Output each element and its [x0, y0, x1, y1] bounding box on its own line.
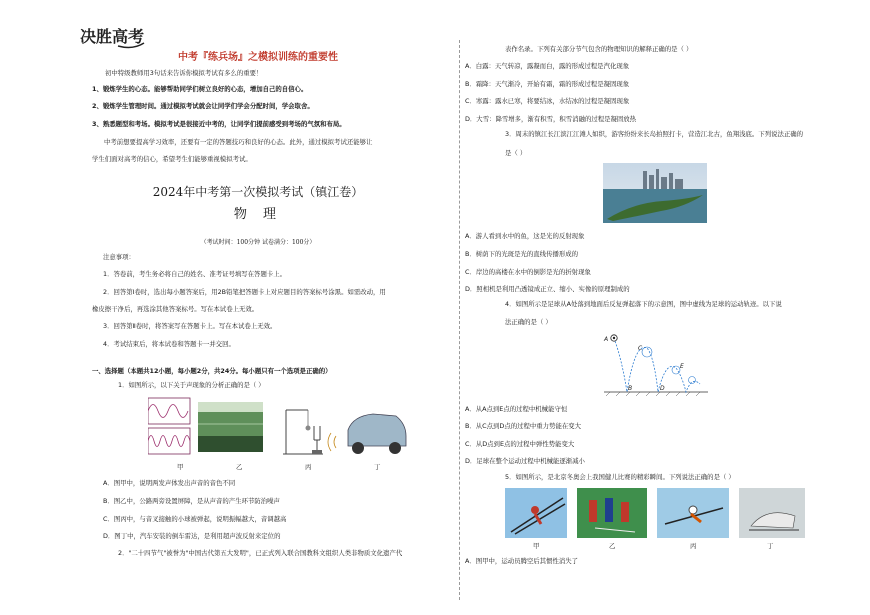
q5-label-ding: 丁	[767, 542, 774, 550]
q4-option-a: A．从A点到E点的过程中机械能守恒	[465, 405, 568, 413]
q4-point-b: B	[628, 385, 633, 392]
q5-option-a: A．图甲中，运动员腾空后其惯性消失了	[465, 557, 579, 565]
q3-option-c: C．岸边的高楼在水中的倒影是光的折射现象	[465, 268, 591, 276]
q4-stem-line1: 4．如图所示是足球从A处落到地面后反复弹起落下的示意图，图中虚线为足球的运动轨迹。以下说	[505, 300, 782, 308]
q5-photo-jia-ski-jump	[505, 488, 567, 538]
intro-para-line2: 学生们面对高考的信心，希望考生们能够重视模拟考试。	[92, 155, 252, 163]
exam-meta: （考试时间：100分钟 试卷满分：100分）	[200, 239, 316, 246]
q4-option-b: B．从C点到D点的过程中重力势能在变大	[465, 422, 582, 430]
q4-stem-line2: 法正确的是（ ）	[505, 318, 552, 326]
q4-point-d: D	[660, 385, 665, 392]
note-4: 4．考试结束后，将本试卷和答题卡一并交回。	[103, 340, 235, 348]
q3-option-b: B．树荫下的光斑是光的直线传播形成的	[465, 250, 579, 258]
note-2-line1: 2．回答第Ⅰ卷时，选出每小题答案后，用2B铅笔把答题卡上对应题目的答案标号涂黑。如需改动，用	[103, 288, 386, 296]
q1-fig-yi-barrier	[198, 402, 263, 452]
q4-point-a: A	[604, 336, 609, 343]
q1-figure-row	[148, 396, 408, 460]
q5-photo-strip	[505, 488, 805, 538]
q3-photo-river-island	[603, 163, 707, 223]
q5-photo-yi-hockey	[577, 488, 647, 538]
q1-fig-jia-waves	[148, 398, 190, 454]
column-divider	[459, 40, 460, 600]
q1-option-a: A．图甲中，说明两发声体发出声音的音色不同	[103, 479, 236, 487]
exam-subject: 物 理	[233, 207, 283, 222]
section-heading: 一、选择题（本题共12小题，每小题2分，共24分。每小题只有一个选项是正确的）	[92, 367, 332, 375]
intro-point-1: 1、锻炼学生的心态。能够帮助同学们树立良好的心态，增加自己的自信心。	[92, 85, 308, 93]
q4-bounce-diagram	[600, 330, 710, 398]
notes-heading: 注意事项：	[103, 253, 135, 261]
q1-label-jia: 甲	[177, 463, 184, 471]
q1-option-d: D．图丁中，汽车安装的倒车雷达，是利用超声波反射来定位的	[103, 532, 281, 540]
exam-title: 2024年中考第一次模拟考试（镇江卷）	[152, 185, 364, 199]
q5-photo-ding-skates	[739, 488, 805, 538]
q4-point-c: C	[638, 345, 643, 352]
brand-logo	[78, 22, 148, 52]
q5-label-bing: 丙	[690, 542, 697, 550]
q3-option-a: A．游人看到水中的鱼，这是光的反射现象	[465, 232, 585, 240]
q1-fig-ding-car	[328, 414, 406, 454]
q5-stem: 5．如图所示，是北京冬奥会上我国健儿比赛的精彩瞬间。下列说法正确的是（ ）	[505, 473, 735, 481]
q1-option-c: C．图丙中，与音叉接触的小球被弹起，说明振幅越大，音调越高	[103, 515, 287, 523]
note-1: 1．答卷前，考生务必将自己的姓名、准考证号填写在答题卡上。	[103, 270, 287, 278]
q1-label-ding: 丁	[374, 463, 381, 471]
q5-label-jia: 甲	[533, 542, 540, 550]
q4-option-c: C．从D点到E点的过程中弹性势能变大	[465, 440, 575, 448]
intro-point-2: 2、锻炼学生管理时间。通过模拟考试就会让同学们学会分配时间，学会取舍。	[92, 102, 314, 110]
q5-photo-bing-skier	[657, 488, 729, 538]
q4-option-d: D．足球在整个运动过程中机械能逐渐减小	[465, 457, 585, 465]
intro-lead: 初中特级教师用3句话来告诉你模拟考试有多么的重要！	[105, 69, 263, 77]
q1-stem: 1．如图所示，以下关于声现象的分析正确的是（ ）	[118, 381, 265, 389]
note-2-line2: 橡皮擦干净后，再选涂其他答案标号。写在本试卷上无效。	[92, 305, 259, 313]
q3-stem-line2: 是（ ）	[505, 149, 527, 157]
q1-label-yi: 乙	[236, 463, 243, 471]
q2-stem-line2: 表作名录。下列有关部分节气包含的物理知识的解释正确的是（ ）	[505, 45, 693, 53]
q1-label-bing: 丙	[305, 463, 312, 471]
q2-option-c: C．寒露：露水已寒，将要结冰，水结冰的过程是凝固现象	[465, 97, 630, 105]
intro-para-line1: 中考前想要提高学习效率，还要有一定的答题技巧和良好的心态。此外，通过模拟考试还能够让	[104, 138, 373, 146]
q3-option-d: D．照相机是利用凸透镜成正立、缩小、实像的原理制成的	[465, 285, 630, 293]
q3-stem-line1: 3．周末的镇江长江滨江江滩人如织，游客纷纷来长岛拍照打卡，营造江北古，鱼翔浅底。下列说法正确的	[505, 130, 804, 138]
q2-stem-line1: 2．"二十四节气"被誉为"中国古代第五大发明"，已正式列入联合国教科文组织人类非物质文化遗产代	[118, 549, 403, 557]
q2-option-a: A．白露：天气转凉，露凝而白，露的形成过程是汽化现象	[465, 62, 630, 70]
note-3: 3．回答第Ⅱ卷时，将答案写在答题卡上。写在本试卷上无效。	[103, 322, 277, 330]
intro-point-3: 3、熟悉题型和考场。模拟考试是很接近中考的，让同学们提前感受到考场的气氛和布局。	[92, 120, 346, 128]
q4-point-e: E	[680, 363, 684, 370]
q5-label-yi: 乙	[609, 542, 616, 550]
q1-option-b: B．图乙中，公路两旁设置屏障，是从声音的产生环节防治噪声	[103, 497, 280, 505]
q1-fig-bing-tuning-fork	[283, 410, 323, 454]
svg-text:决胜高考: 决胜高考	[80, 27, 145, 46]
q2-option-d: D．大雪：降雪增多，渐有积雪，积雪消融的过程是凝固放热	[465, 115, 637, 123]
q2-option-b: B．霜降：天气渐冷，开始有霜，霜的形成过程是凝固现象	[465, 80, 630, 88]
banner-title: 中考『练兵场』之模拟训练的重要性	[178, 52, 338, 63]
